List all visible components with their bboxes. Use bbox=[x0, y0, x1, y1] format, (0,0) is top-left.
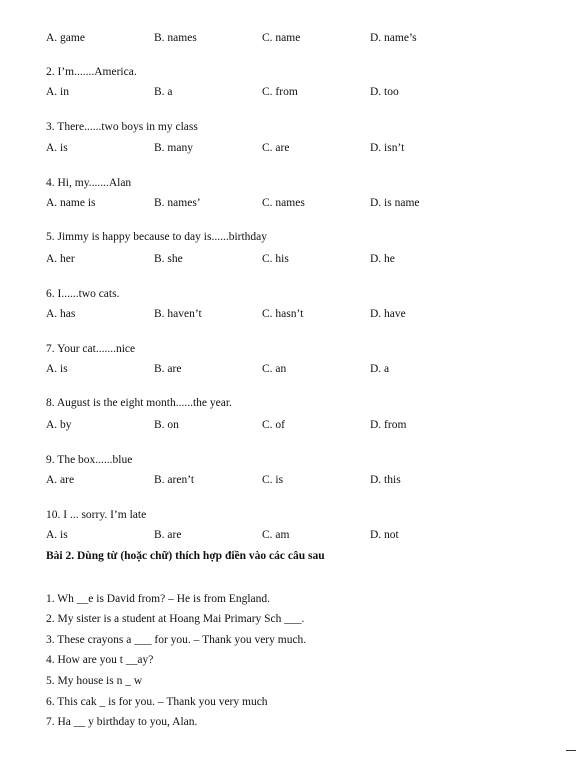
question-text: 8. August is the eight month......the year. bbox=[46, 397, 232, 409]
option-d: D. too bbox=[370, 86, 399, 98]
option-a: A. has bbox=[46, 308, 76, 320]
option-b: B. names bbox=[154, 32, 197, 44]
option-a: A. in bbox=[46, 86, 69, 98]
question-9-options bbox=[0, 472, 585, 488]
question-6 bbox=[0, 286, 585, 302]
question-text: 4. Hi, my.......Alan bbox=[46, 177, 132, 189]
question-10 bbox=[0, 507, 585, 523]
fill-item-5 bbox=[0, 673, 585, 689]
question-8-options bbox=[0, 417, 585, 433]
option-c: C. his bbox=[262, 253, 289, 265]
fill-item-2 bbox=[0, 611, 585, 627]
option-c: C. name bbox=[262, 32, 301, 44]
fill-item-text: 1. Wh __e is David from? – He is from England. bbox=[46, 593, 270, 605]
option-d: D. not bbox=[370, 529, 399, 541]
question-4-options bbox=[0, 195, 585, 211]
option-b: B. on bbox=[154, 419, 179, 431]
option-c: C. an bbox=[262, 363, 287, 375]
page-edge-mark bbox=[566, 750, 576, 751]
fill-item-1 bbox=[0, 591, 585, 607]
option-c: C. am bbox=[262, 529, 290, 541]
option-c: C. of bbox=[262, 419, 285, 431]
question-5 bbox=[0, 229, 585, 245]
section-2-heading-row bbox=[0, 548, 585, 564]
question-7-options bbox=[0, 361, 585, 377]
question-10-options bbox=[0, 527, 585, 543]
question-text: 10. I ... sorry. I’m late bbox=[46, 509, 147, 521]
option-c: C. names bbox=[262, 197, 305, 209]
option-a: A. name is bbox=[46, 197, 96, 209]
question-6-options bbox=[0, 306, 585, 322]
question-8 bbox=[0, 395, 585, 411]
question-text: 6. I......two cats. bbox=[46, 288, 120, 300]
question-4 bbox=[0, 175, 585, 191]
option-a: A. by bbox=[46, 419, 72, 431]
question-text: 3. There......two boys in my class bbox=[46, 121, 198, 133]
fill-item-6 bbox=[0, 694, 585, 710]
option-c: C. hasn’t bbox=[262, 308, 304, 320]
question-text: 5. Jimmy is happy because to day is......birthday bbox=[46, 231, 268, 243]
question-2 bbox=[0, 64, 585, 80]
fill-item-4 bbox=[0, 652, 585, 668]
option-d: D. he bbox=[370, 253, 395, 265]
option-d: D. this bbox=[370, 474, 401, 486]
question-text: 2. I’m.......America. bbox=[46, 66, 137, 78]
question-3 bbox=[0, 119, 585, 135]
question-3-options bbox=[0, 140, 585, 156]
option-c: C. are bbox=[262, 142, 290, 154]
option-b: B. names’ bbox=[154, 197, 201, 209]
option-b: B. a bbox=[154, 86, 173, 98]
option-c: C. from bbox=[262, 86, 298, 98]
fill-item-text: 7. Ha __ y birthday to you, Alan. bbox=[46, 716, 198, 728]
option-b: B. are bbox=[154, 363, 182, 375]
question-2-options bbox=[0, 84, 585, 100]
option-a: A. is bbox=[46, 529, 68, 541]
fill-item-7 bbox=[0, 714, 585, 730]
option-b: B. haven’t bbox=[154, 308, 202, 320]
option-a: A. her bbox=[46, 253, 75, 265]
option-d: D. a bbox=[370, 363, 390, 375]
option-d: D. is name bbox=[370, 197, 420, 209]
option-a: A. is bbox=[46, 363, 68, 375]
question-9 bbox=[0, 452, 585, 468]
option-b: B. aren’t bbox=[154, 474, 195, 486]
fill-item-text: 3. These crayons a ___ for you. – Thank you very much. bbox=[46, 634, 307, 646]
fill-item-3 bbox=[0, 632, 585, 648]
option-d: D. from bbox=[370, 419, 407, 431]
option-c: C. is bbox=[262, 474, 284, 486]
section-heading: Bài 2. Dùng từ (hoặc chữ) thích hợp điền vào các câu sau bbox=[46, 550, 325, 562]
bottom-edge-row bbox=[0, 750, 585, 766]
option-b: B. are bbox=[154, 529, 182, 541]
fill-item-text: 5. My house is n _ w bbox=[46, 675, 143, 687]
question-7 bbox=[0, 341, 585, 357]
fill-item-text: 4. How are you t __ay? bbox=[46, 654, 154, 666]
option-a: A. game bbox=[46, 32, 85, 44]
option-a: A. are bbox=[46, 474, 75, 486]
option-d: D. isn’t bbox=[370, 142, 405, 154]
question-5-options bbox=[0, 251, 585, 267]
option-b: B. she bbox=[154, 253, 183, 265]
question-text: 7. Your cat.......nice bbox=[46, 343, 136, 355]
option-d: D. have bbox=[370, 308, 406, 320]
fill-item-text: 2. My sister is a student at Hoang Mai Primary Sch ___. bbox=[46, 613, 305, 625]
question-text: 9. The box......blue bbox=[46, 454, 133, 466]
option-b: B. many bbox=[154, 142, 193, 154]
fill-item-text: 6. This cak _ is for you. – Thank you very much bbox=[46, 696, 268, 708]
option-a: A. is bbox=[46, 142, 68, 154]
option-d: D. name’s bbox=[370, 32, 417, 44]
question-1-options bbox=[0, 30, 585, 46]
